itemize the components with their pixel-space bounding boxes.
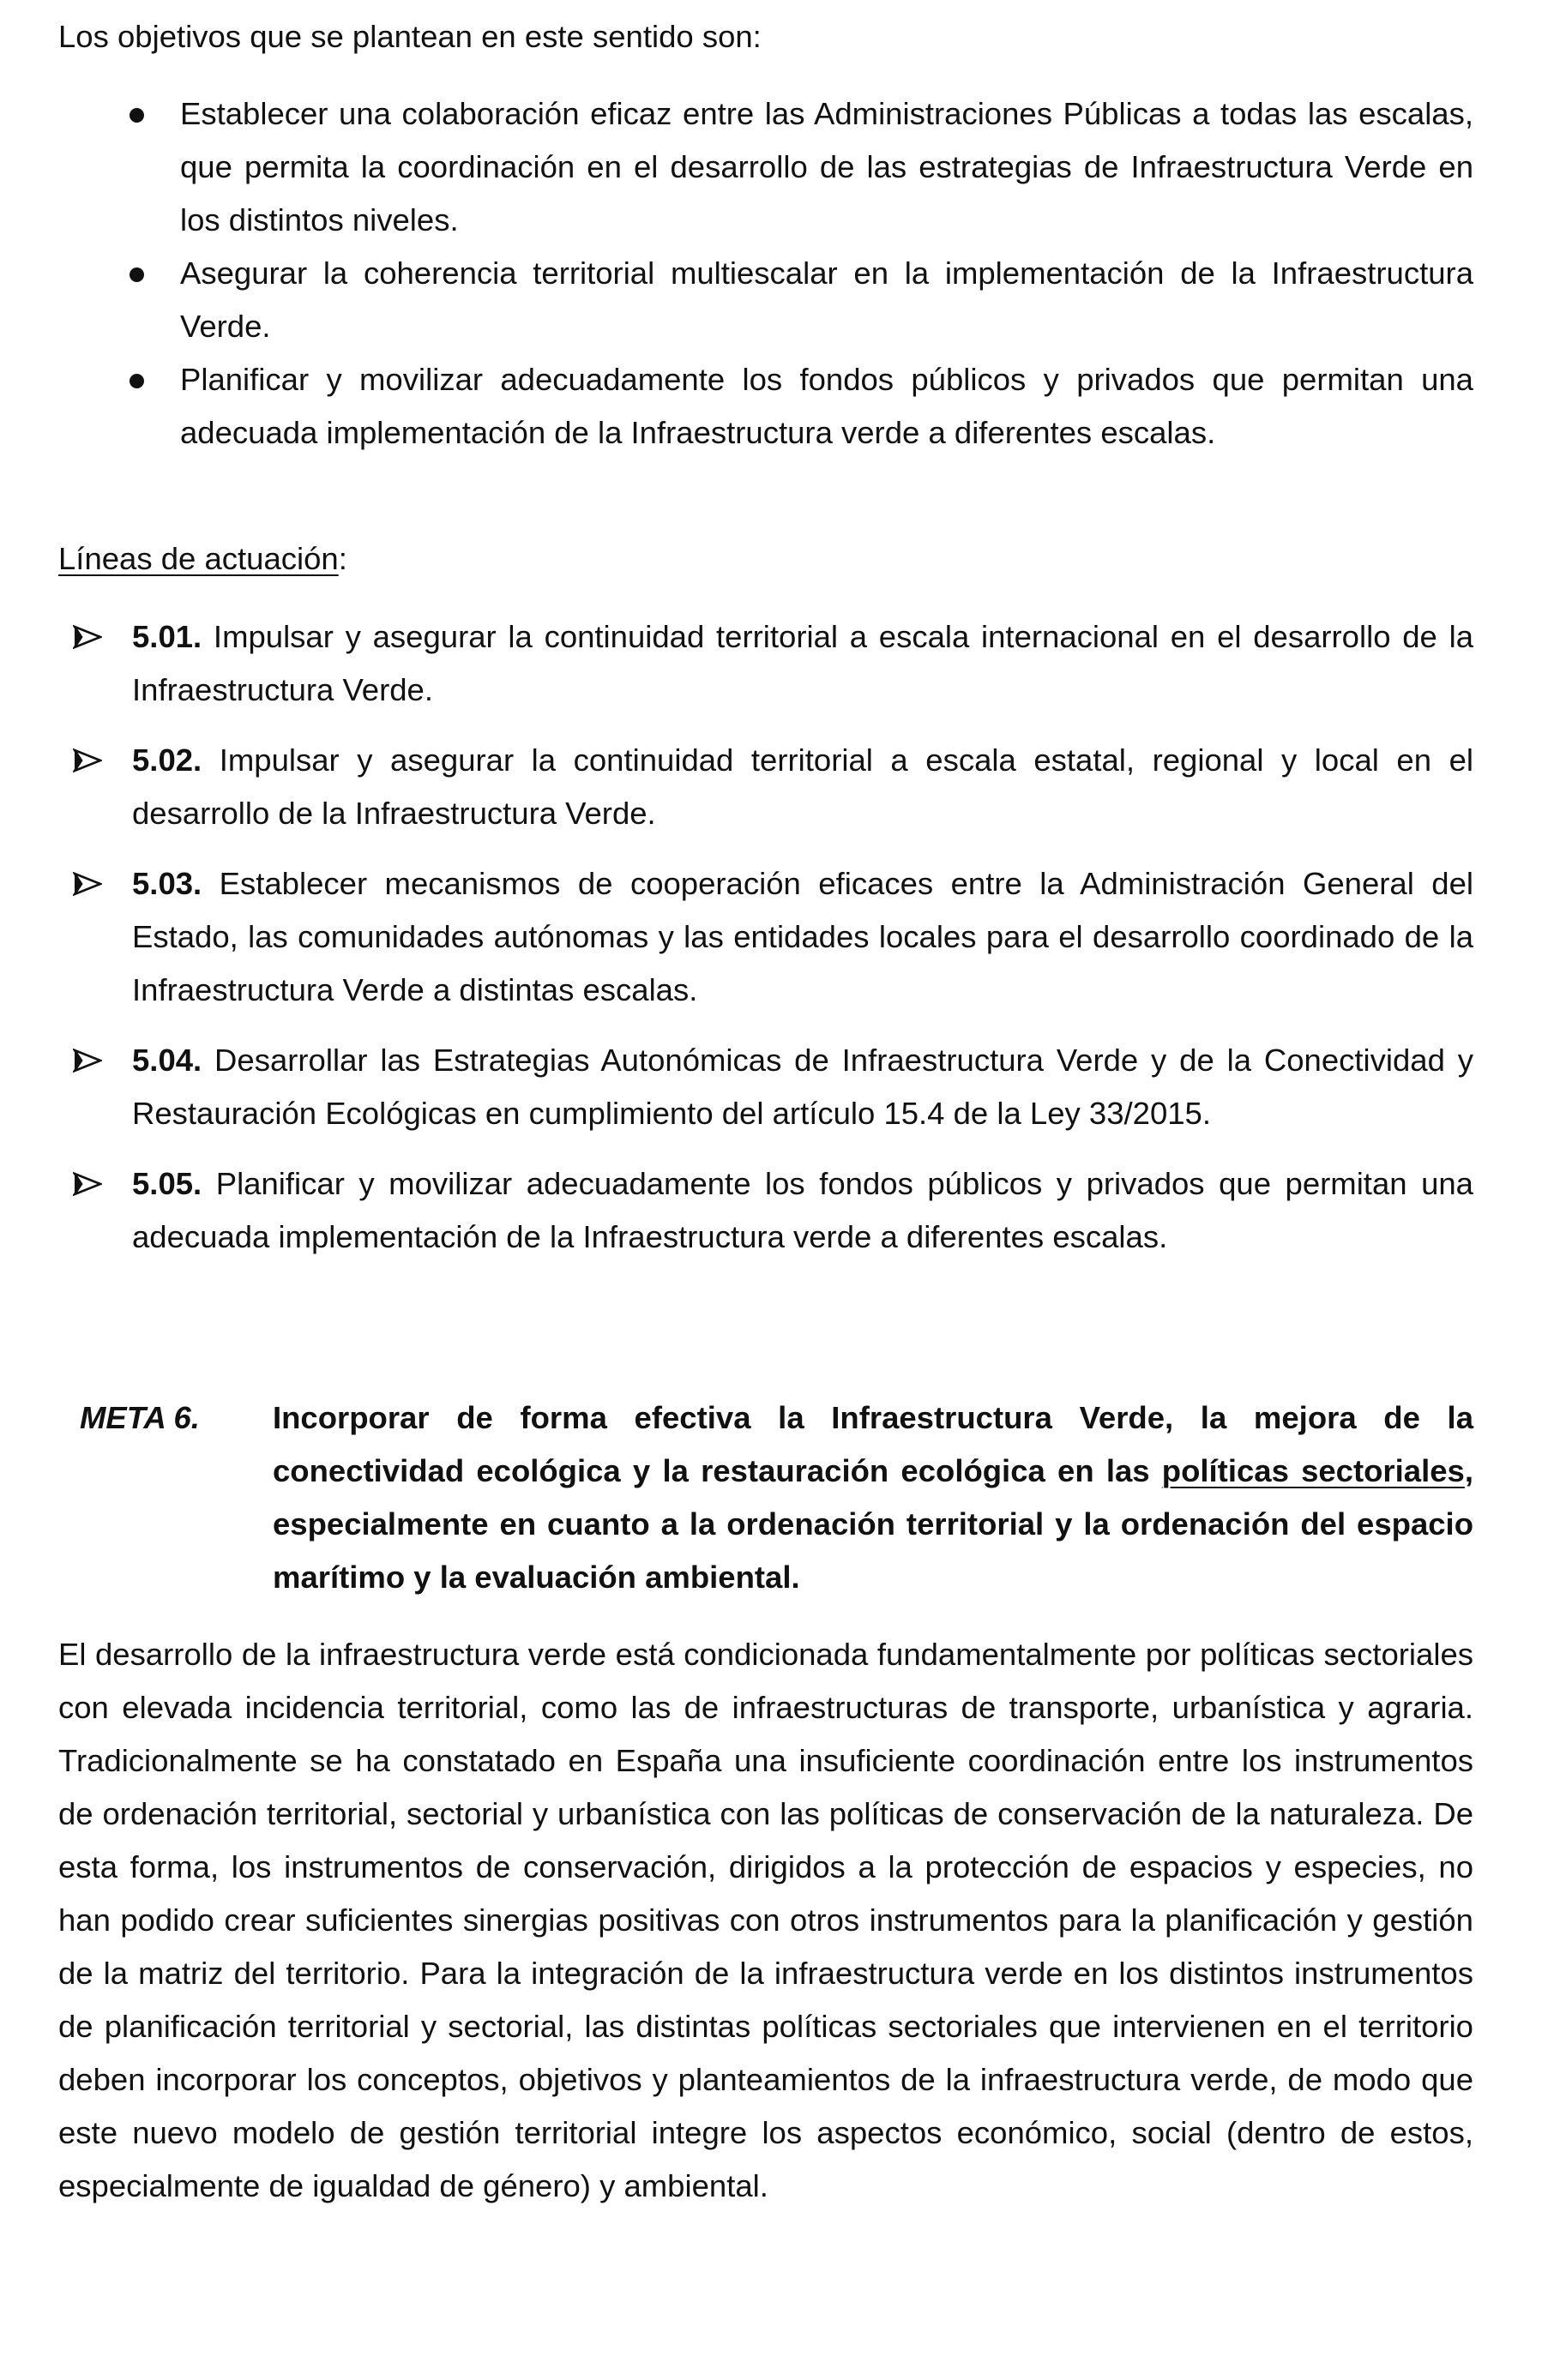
objective-text: Establecer una colaboración eficaz entre las Administraciones Públicas a todas las escalas, que permita la coordinación en el desarrollo de las estrategias de Infraestructura Verde en los distintos niveles. bbox=[180, 96, 1473, 237]
action-line-text: Impulsar y asegurar la continuidad territorial a escala estatal, regional y local en el desarrollo de la Infraestructura Verde. bbox=[132, 742, 1473, 831]
intro-text: Los objetivos que se plantean en este sentido son: bbox=[58, 19, 762, 54]
action-lines-list bbox=[58, 610, 1473, 1281]
objective-item bbox=[58, 247, 1473, 353]
bullet-icon bbox=[129, 108, 144, 123]
action-line-item bbox=[58, 857, 1473, 1017]
action-line-code: 5.04. bbox=[132, 1043, 202, 1078]
section-heading-colon: : bbox=[338, 541, 347, 576]
section-heading bbox=[58, 532, 1473, 586]
meta-title-underlined: políticas sectoriales bbox=[1161, 1453, 1465, 1488]
action-line-text: Planificar y movilizar adecuadamente los fondos públicos y privados que permitan una adecuada implementación de la Infraestructura verde a diferentes escalas. bbox=[132, 1166, 1473, 1254]
action-line-text: Impulsar y asegurar la continuidad territorial a escala internacional en el desarrollo de la Infraestructura Verde. bbox=[132, 619, 1473, 707]
section-heading-label: Líneas de actuación bbox=[58, 541, 339, 576]
objective-text: Asegurar la coherencia territorial multiescalar en la implementación de la Infraestructura Verde. bbox=[180, 255, 1473, 344]
action-line-item bbox=[58, 610, 1473, 717]
arrow-bullet-icon bbox=[73, 625, 102, 649]
arrow-bullet-icon bbox=[73, 872, 102, 896]
action-line-code: 5.05. bbox=[132, 1166, 202, 1201]
meta-title-part: Incorporar de forma efectiva la Infraestructura Verde, la mejora de la conectividad ecológica y la restauración ecológica en las bbox=[273, 1400, 1473, 1488]
meta-title bbox=[273, 1391, 1473, 1604]
arrow-bullet-icon bbox=[73, 748, 102, 772]
body-paragraph: El desarrollo de la infraestructura verde está condicionada fundamentalmente por políticas sectoriales con elevada incidencia territorial, como las de infraestructuras de transporte, urbanística y agraria. Tradicionalmente se ha constatado en España una insuficiente coordinación entre los instrumentos de ordenación territorial, sectorial y urbanística con las políticas de conservación de la naturaleza. De esta forma, los instrumentos de conservación, dirigidos a la protección de espacios y especies, no han podido crear suficientes sinergias positivas con otros instrumentos para la planificación y gestión de la matriz del territorio. Para la integración de la infraestructura verde en los distintos instrumentos de planificación territorial y sectorial, las distintas políticas sectoriales que intervienen en el territorio deben incorporar los conceptos, objetivos y planteamientos de la infraestructura verde, de modo que este nuevo modelo de gestión territorial integre los aspectos económico, social (dentro de estos, especialmente de igualdad de género) y ambiental. bbox=[58, 1637, 1473, 2203]
action-line-code: 5.02. bbox=[132, 742, 202, 778]
meta-label: META 6. bbox=[80, 1400, 200, 1435]
objectives-list bbox=[58, 87, 1473, 460]
action-line-item bbox=[58, 1034, 1473, 1140]
action-line-code: 5.03. bbox=[132, 866, 202, 901]
arrow-bullet-icon bbox=[73, 1172, 102, 1196]
bullet-icon bbox=[129, 267, 144, 282]
objective-item bbox=[58, 87, 1473, 247]
action-line-item bbox=[58, 1157, 1473, 1264]
action-line-item bbox=[58, 734, 1473, 840]
objective-item bbox=[58, 353, 1473, 460]
action-line-code: 5.01. bbox=[132, 619, 202, 654]
action-line-text: Desarrollar las Estrategias Autonómicas de Infraestructura Verde y de la Conectividad y Restauración Ecológicas en cumplimiento del artículo 15.4 de la Ley 33/2015. bbox=[132, 1043, 1473, 1131]
objective-text: Planificar y movilizar adecuadamente los fondos públicos y privados que permitan una adecuada implementación de la Infraestructura verde a diferentes escalas. bbox=[180, 362, 1473, 450]
bullet-icon bbox=[129, 374, 144, 388]
meta-title-part: , especialmente en cuanto a la ordenación territorial y la ordenación del espacio marítimo y la evaluación ambiental. bbox=[273, 1453, 1473, 1595]
arrow-bullet-icon bbox=[73, 1049, 102, 1073]
action-line-text: Establecer mecanismos de cooperación eficaces entre la Administración General del Estado, las comunidades autónomas y las entidades locales para el desarrollo coordinado de la Infraestructura Verde a distintas escalas. bbox=[132, 866, 1473, 1007]
